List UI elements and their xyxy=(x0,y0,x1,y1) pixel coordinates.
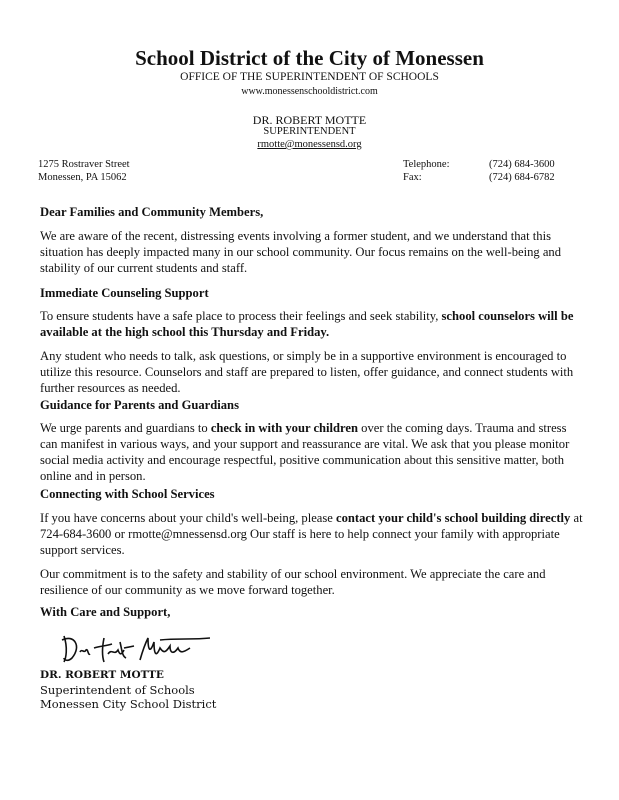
telephone: (724) 684-3600 xyxy=(489,159,555,170)
section-heading: Immediate Counseling Support xyxy=(40,286,209,300)
fax: (724) 684-6782 xyxy=(489,172,555,183)
address-line: Monessen, PA 15062 xyxy=(38,172,127,183)
district-title: School District of the City of Monessen xyxy=(135,46,484,70)
telephone-label: Telephone: xyxy=(403,159,450,170)
contact-labels xyxy=(403,158,450,184)
paragraph xyxy=(40,510,585,558)
section-heading: Guidance for Parents and Guardians xyxy=(40,398,239,412)
paragraph: Any student who needs to talk, ask questions, or simply be in a supportive environment is encouraged to utilize this resource. Counselors and staff are prepared to listen, offer guidance, and connect students with further resources as needed. xyxy=(40,349,574,395)
emphasis: contact your child's school building directly xyxy=(336,511,571,525)
salutation: Dear Families and Community Members, xyxy=(40,205,264,219)
website: www.monessenschooldistrict.com xyxy=(241,86,378,97)
superintendent-name: DR. ROBERT MOTTE xyxy=(252,113,367,127)
superintendent-role: SUPERINTENDENT xyxy=(263,126,356,137)
signature-image xyxy=(60,632,210,666)
text: at 724-684-3600 or xyxy=(40,511,583,541)
fax-label: Fax: xyxy=(403,172,422,183)
signatory-name: DR. ROBERT MOTTE xyxy=(40,669,164,681)
signature-block xyxy=(40,668,216,712)
signatory-organization: Monessen City School District xyxy=(40,697,217,711)
paragraph xyxy=(40,308,585,340)
address xyxy=(38,158,130,184)
text: If you have concerns about your child's well-being, please xyxy=(40,511,337,525)
signatory-title: Superintendent of Schools xyxy=(40,682,195,697)
text: To ensure students have a safe place to process their feelings and seek stability, xyxy=(40,309,442,323)
text: over the coming days. Trauma and stress can manifest in various ways, and your support and reassurance are vital. We ask that you please monitor social media activity and encourage respectful, positive communication about this sensitive matter, both online and in person. xyxy=(40,421,570,483)
contact-values xyxy=(489,158,555,184)
paragraph: Our commitment is to the safety and stability of our school environment. We appreciate the care and resilience of our community as we move forward together. xyxy=(40,567,546,597)
section-heading: Connecting with School Services xyxy=(40,487,215,501)
text: We urge parents and guardians to xyxy=(40,421,211,435)
address-line: 1275 Rostraver Street xyxy=(38,159,130,170)
emphasis: school counselors will be available at the high school this Thursday and Friday. xyxy=(40,309,574,339)
emphasis: check in with your children xyxy=(210,421,359,435)
closing: With Care and Support, xyxy=(40,605,171,619)
paragraph xyxy=(40,420,585,484)
office-subtitle: OFFICE OF THE SUPERINTENDENT OF SCHOOLS xyxy=(180,71,439,83)
superintendent-email[interactable]: rmotte@monessensd.org xyxy=(257,139,362,150)
email-link[interactable]: rmotte@mnessensd.org xyxy=(128,527,247,541)
text: Our staff is here to help connect your family with appropriate support services. xyxy=(40,527,560,557)
paragraph: We are aware of the recent, distressing events involving a former student, and we understand that this situation has deeply impacted many in our school community. Our focus remains on the well-being and stability of our current students and staff. xyxy=(40,229,562,275)
